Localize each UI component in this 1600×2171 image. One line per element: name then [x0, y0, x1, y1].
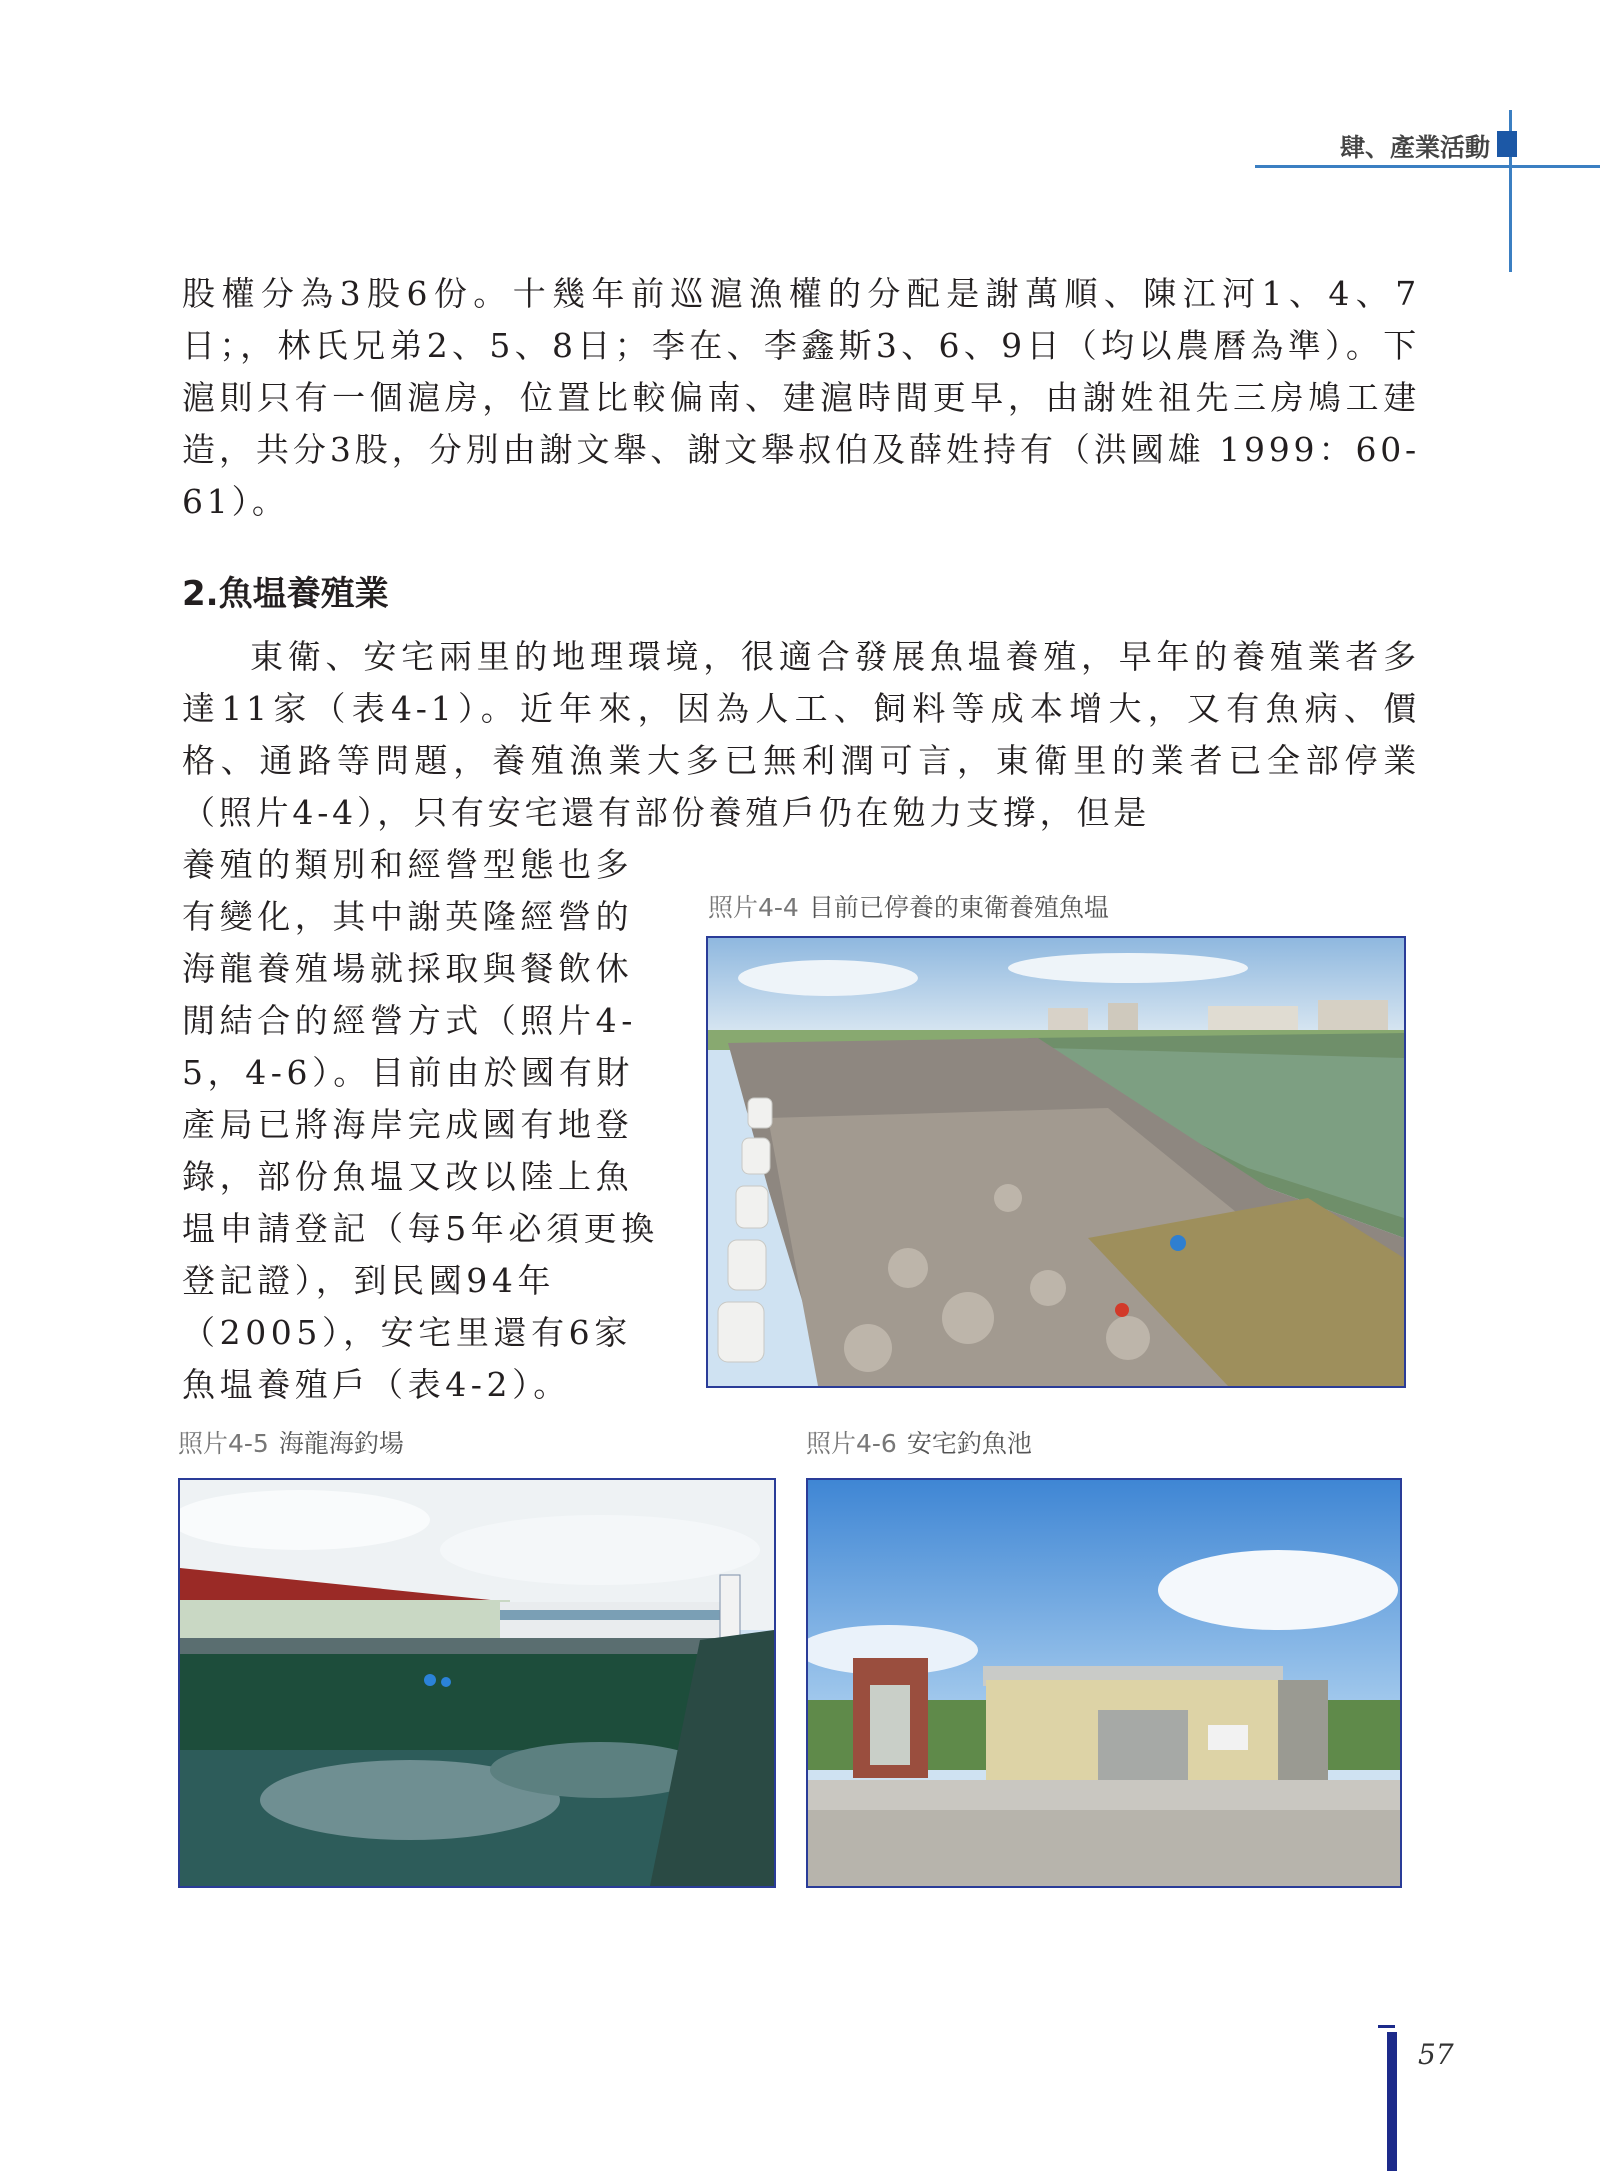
photo-4-5-caption	[178, 1424, 404, 1460]
fishing-pond-illustration	[180, 1480, 774, 1886]
photo-4-5-fishing-pond	[178, 1478, 776, 1888]
paragraph-1: 股權分為3股6份。十幾年前巡滬漁權的分配是謝萬順、陳江河1、4、7日；，林氏兄弟2、5、8日；李在、李鑫斯3、6、9日（均以農曆為準）。下滬則只有一個滬房，位置比較偏南、建滬時間更早，由謝姓祖先三房鳩工建造，共分3股，分別由謝文舉、謝文舉叔伯及薛姓持有（洪國雄 1999：60-61）。	[182, 274, 1420, 521]
header-square-marker	[1497, 131, 1517, 157]
photo-4-6-fishing-house	[806, 1478, 1402, 1888]
photo-4-5-number: 照片4-5	[178, 1429, 269, 1458]
paragraph-2: 東衛、安宅兩里的地理環境，很適合發展魚塭養殖，早年的養殖業者多達11家（表4-1）。近年來，因為人工、飼料等成本增大，又有魚病、價格、通路等問題，養殖漁業大多已無利潤可言，東衛里的業者已全部停業（照片4-4），只有安宅還有部份養殖戶仍在勉力支撐，但是	[182, 637, 1420, 832]
fish-pond-illustration	[708, 938, 1404, 1386]
chapter-title: 肆、產業活動	[1339, 133, 1490, 162]
photo-4-4-caption	[708, 888, 1109, 924]
paragraph-2-continued: 養殖的類別和經營型態也多有變化，其中謝英隆經營的海龍養殖場就採取與餐飲休閒結合的經營方式（照片4-5，4-6）。目前由於國有財產局已將海岸完成國有地登錄，部份魚塭又改以陸上魚塭申請登記（每5年必須更換登記證），到民國94年（2005），安宅里還有6家魚塭養殖戶（表4-2）。	[182, 845, 659, 1404]
fishing-house-illustration	[808, 1480, 1400, 1886]
footer-rule	[1378, 2025, 1395, 2028]
footer-bar	[1387, 2032, 1397, 2171]
photo-4-4-fish-pond	[706, 936, 1406, 1388]
photo-4-6-number: 照片4-6	[806, 1429, 897, 1458]
photo-4-4-number: 照片4-4	[708, 893, 799, 922]
photo-4-4-text: 目前已停養的東衛養殖魚塭	[808, 893, 1109, 922]
header-horizontal-rule	[1255, 165, 1600, 168]
photo-4-6-text: 安宅釣魚池	[906, 1429, 1032, 1458]
photo-4-5-text: 海龍海釣場	[278, 1429, 404, 1458]
page-number: 57	[1418, 2038, 1454, 2071]
section-heading: 2.魚塭養殖業	[182, 574, 389, 614]
photo-4-6-caption	[806, 1424, 1032, 1460]
